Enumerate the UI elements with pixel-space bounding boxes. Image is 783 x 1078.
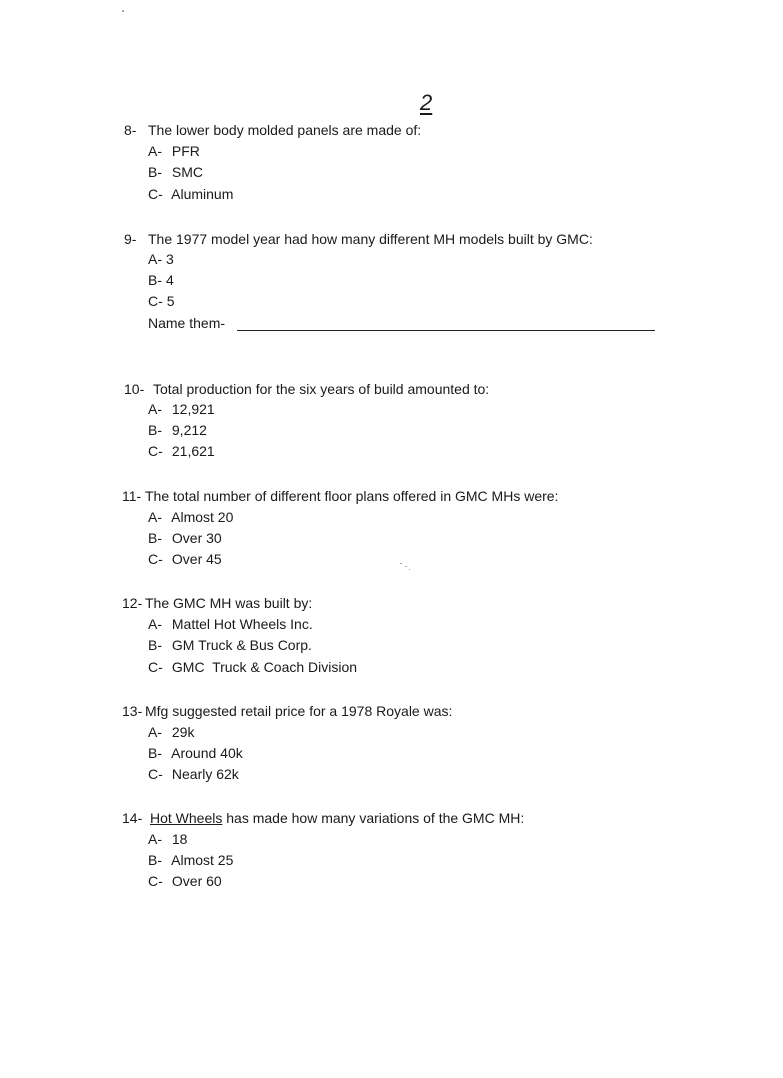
option-text: 3 — [166, 251, 174, 267]
option-a — [148, 507, 233, 527]
option-text: 5 — [166, 293, 175, 309]
option-text: GM Truck & Bus Corp. — [171, 637, 312, 653]
option-letter: C- — [148, 659, 163, 675]
option-b — [148, 420, 207, 440]
option-letter: B- — [148, 164, 162, 180]
option-text: 29k — [171, 724, 195, 740]
option-text: Around 40k — [171, 745, 243, 761]
option-a — [148, 614, 313, 634]
question-number: 10- — [124, 381, 145, 397]
option-text: 9,212 — [171, 422, 207, 438]
option-b — [148, 635, 312, 655]
option-letter: C- — [148, 186, 163, 202]
name-them-answer-line[interactable] — [237, 330, 655, 331]
option-b — [148, 850, 233, 870]
option-letter: B- — [148, 745, 162, 761]
option-text: Mattel Hot Wheels Inc. — [171, 616, 313, 632]
page-number: 2 — [420, 90, 433, 115]
option-letter: C- — [148, 766, 163, 782]
question-text: Total production for the six years of build amounted to: — [153, 381, 490, 397]
name-them-label: Name them- — [148, 315, 226, 331]
scan-speck — [405, 566, 407, 567]
option-a — [148, 829, 187, 849]
question-text: The GMC MH was built by: — [145, 595, 313, 611]
option-letter: A- — [148, 251, 162, 267]
option-text: SMC — [171, 164, 204, 180]
option-b — [148, 270, 174, 290]
option-text: Over 60 — [171, 873, 222, 889]
option-text: 18 — [171, 831, 188, 847]
question-number: 13- — [122, 703, 143, 719]
question-number: 11- — [122, 488, 142, 504]
option-letter: A- — [148, 509, 162, 525]
option-letter: B- — [148, 422, 162, 438]
option-letter: C- — [148, 293, 163, 309]
option-a — [148, 249, 174, 269]
option-letter: C- — [148, 551, 163, 567]
option-text: 12,921 — [171, 401, 215, 417]
option-text: 4 — [166, 272, 174, 288]
option-letter: A- — [148, 143, 162, 159]
option-text: PFR — [171, 143, 200, 159]
option-c — [148, 871, 222, 891]
option-letter: A- — [148, 401, 162, 417]
option-letter: A- — [148, 831, 162, 847]
option-c — [148, 441, 215, 461]
question-text: The 1977 model year had how many different MH models built by GMC: — [148, 231, 593, 247]
option-text: Almost 25 — [171, 852, 234, 868]
option-c — [148, 549, 222, 569]
option-text: Aluminum — [171, 186, 234, 202]
question-text: The lower body molded panels are made of: — [148, 122, 422, 138]
scan-speck — [400, 563, 402, 564]
question-text: The total number of different floor plans offered in GMC MHs were: — [145, 488, 559, 504]
option-a — [148, 141, 200, 161]
option-letter: B- — [148, 637, 162, 653]
scan-speck — [409, 569, 410, 570]
option-c — [148, 764, 239, 784]
option-letter: B- — [148, 530, 162, 546]
option-a — [148, 722, 194, 742]
scan-speck — [122, 10, 124, 12]
option-text: Almost 20 — [171, 509, 234, 525]
option-letter: B- — [148, 272, 162, 288]
option-text: Over 30 — [171, 530, 222, 546]
question-number: 14- — [122, 810, 143, 826]
option-c — [148, 184, 233, 204]
question-number: 8- — [124, 122, 137, 138]
option-letter: B- — [148, 852, 162, 868]
option-b — [148, 743, 243, 763]
option-c — [148, 657, 357, 677]
question-number: 9- — [124, 231, 137, 247]
option-text: Nearly 62k — [171, 766, 239, 782]
option-text: Over 45 — [171, 551, 222, 567]
option-letter: A- — [148, 616, 162, 632]
question-text: has made how many variations of the GMC MH: — [226, 810, 525, 826]
question-number: 12- — [122, 595, 143, 611]
option-b — [148, 528, 222, 548]
question-text-underlined: Hot Wheels — [150, 810, 223, 826]
option-letter: A- — [148, 724, 162, 740]
option-text: 21,621 — [171, 443, 215, 459]
option-letter: C- — [148, 443, 163, 459]
option-c — [148, 291, 175, 311]
option-letter: C- — [148, 873, 163, 889]
option-text: GMC Truck & Coach Division — [171, 659, 358, 675]
question-text: Mfg suggested retail price for a 1978 Royale was: — [145, 703, 453, 719]
option-b — [148, 162, 203, 182]
option-a — [148, 399, 215, 419]
